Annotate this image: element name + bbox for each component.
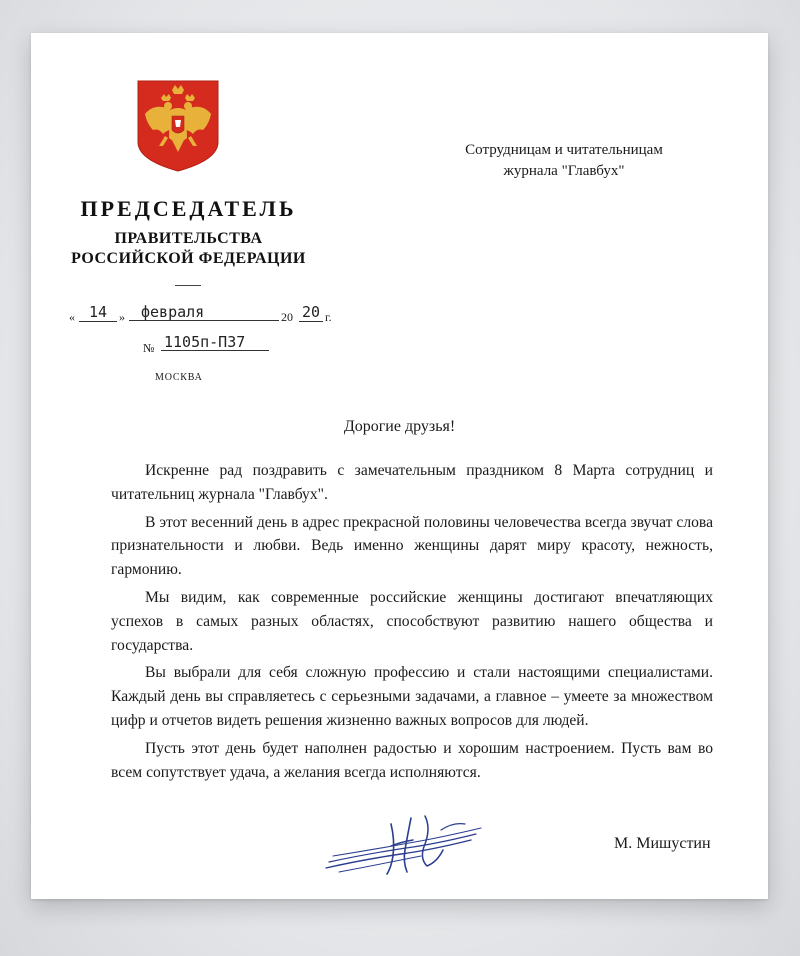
date-open-quote: « (69, 310, 75, 324)
handwritten-signature-icon (321, 810, 491, 880)
paragraph: Мы видим, как современные российские женщины достигают впечатляющих успехов в самых разных областях, способствуют развитию нашего общества и государства. (111, 588, 713, 654)
date-day: 14 (79, 303, 117, 322)
addressee (424, 140, 704, 182)
paragraph: Искренне рад поздравить с замечательным праздником 8 Марта сотрудниц и читательниц журнала "Главбух". (111, 462, 713, 503)
divider (175, 285, 201, 286)
paragraph: Пусть этот день будет наполнен радостью и хорошим настроением. Пусть вам во всем сопутствует удача, а желания всегда исполняются. (111, 739, 713, 781)
greeting: Дорогие друзья! (343, 418, 456, 435)
paragraph: Вы выбрали для себя сложную профессию и стали настоящими специалистами. Каждый день вы справляетесь с серьезными задачами, а главное – умеете за множеством цифр и отчетов видеть решения жизненно важных вопросов для людей. (111, 664, 713, 729)
sender-org-line1: ПРАВИТЕЛЬСТВА (114, 230, 263, 247)
date-year-suffix: г. (325, 310, 332, 324)
signer-name: М. Мишустин (614, 835, 711, 852)
letter-sheet (31, 33, 768, 899)
date-year: 20 (299, 303, 323, 322)
document-date (69, 303, 332, 327)
paragraph: В этот весенний день в адрес прекрасной половины человечества всегда звучат слова признательности и любви. Ведь именно женщины дарят миру красоту, нежность, гармонию. (111, 513, 713, 579)
sender-title: ПРЕДСЕДАТЕЛЬ (80, 196, 297, 221)
document-city: МОСКВА (155, 372, 203, 383)
document-number (143, 333, 293, 357)
sender-org-line2: РОССИЙСКОЙ ФЕДЕРАЦИИ (71, 250, 306, 267)
date-close-quote: » (119, 310, 125, 324)
addressee-line2: журнала "Главбух" (503, 163, 625, 179)
number-value: 1105п-П37 (161, 333, 269, 351)
coat-of-arms-icon (137, 80, 219, 172)
letter-body (111, 459, 713, 784)
date-year-prefix: 20 (281, 310, 293, 324)
addressee-line1: Сотрудницам и читательницам (465, 142, 663, 158)
date-month: февраля (129, 303, 279, 321)
number-sign: № (143, 341, 155, 355)
